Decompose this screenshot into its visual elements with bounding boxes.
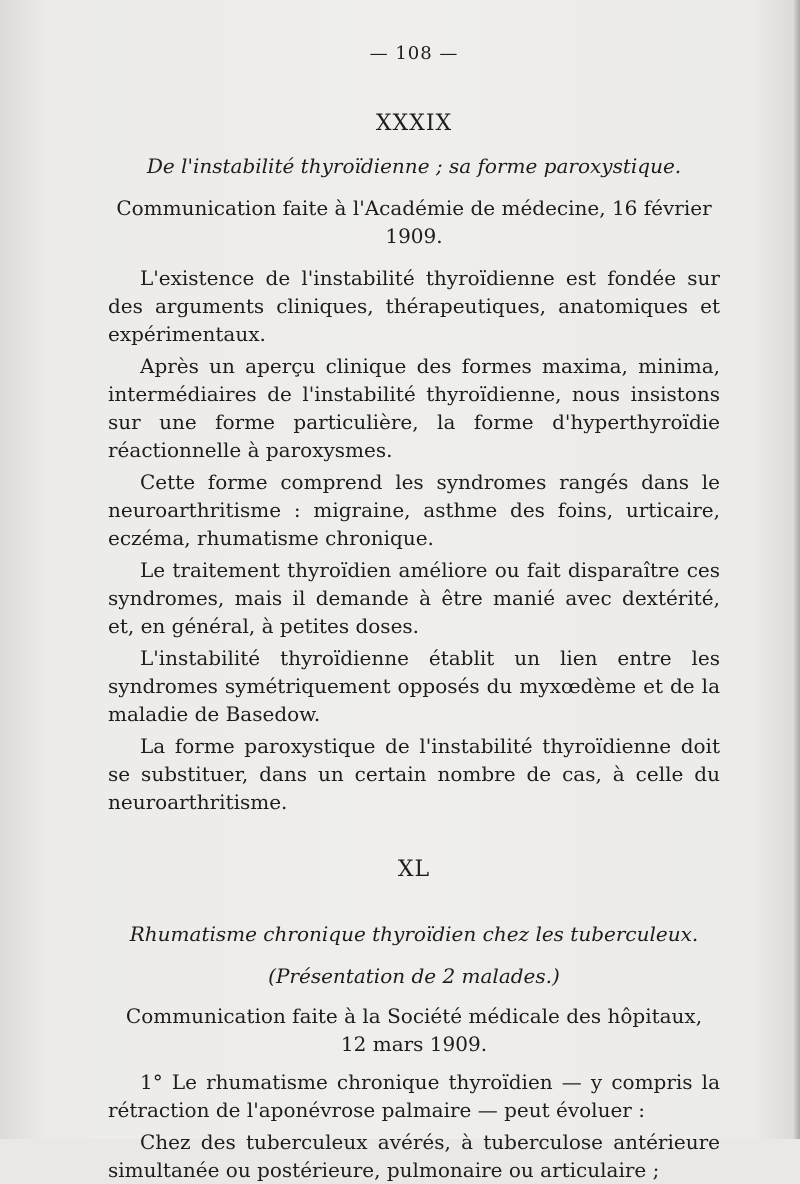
- page-number: — 108 —: [369, 43, 459, 64]
- paragraph: Après un aperçu clinique des formes maxima, minima, intermédiaires de l'instabilité thyroïdienne, nous insistons sur une forme particulière, la forme d'hyperthyroïdie réactionnelle à paroxysmes.: [108, 354, 720, 462]
- paragraph: L'instabilité thyroïdienne établit un lien entre les syndromes symétriquement opposés du myxœdème et de la maladie de Basedow.: [108, 646, 720, 726]
- section-subtitle-presentation: (Présentation de 2 malades.): [268, 964, 560, 988]
- communication-line-societe: [108, 1002, 720, 1058]
- paragraph: Chez des tuberculeux avérés, à tuberculose antérieure simultanée ou postérieure, pulmonaire ou articulaire ;: [108, 1130, 720, 1182]
- section-title-rhumatisme: Rhumatisme chronique thyroïdien chez les tuberculeux.: [129, 922, 699, 946]
- paragraph: L'existence de l'instabilité thyroïdienne est fondée sur des arguments cliniques, thérapeutiques, anatomiques et expérimentaux.: [108, 266, 720, 346]
- paragraph: La forme paroxystique de l'instabilité thyroïdienne doit se substituer, dans un certain nombre de cas, à celle du neuroarthritisme.: [108, 734, 720, 814]
- paragraph: Cette forme comprend les syndromes rangés dans le neuroarthritisme : migraine, asthme des foins, urticaire, eczéma, rhumatisme chronique.: [108, 470, 720, 550]
- section-number-xxxix: XXXIX: [375, 111, 453, 136]
- paragraph: Le traitement thyroïdien améliore ou fait disparaître ces syndromes, mais il demande à être manié avec dextérité, et, en général, à petites doses.: [108, 558, 720, 638]
- page-edge-shadow: [794, 0, 800, 1139]
- communication-date: 12 mars 1909.: [340, 1032, 488, 1056]
- communication-line-academie: Communication faite à l'Académie de médecine, 16 février 1909.: [116, 196, 712, 248]
- section-number-xl: XL: [397, 857, 431, 882]
- section-title-instabilite: De l'instabilité thyroïdienne ; sa forme paroxystique.: [146, 154, 682, 178]
- communication-text: Communication faite à la Société médicale des hôpitaux,: [125, 1004, 703, 1028]
- document-body: [108, 40, 720, 1184]
- paragraph: 1° Le rhumatisme chronique thyroïdien — y compris la rétraction de l'aponévrose palmaire — peut évoluer :: [108, 1070, 720, 1122]
